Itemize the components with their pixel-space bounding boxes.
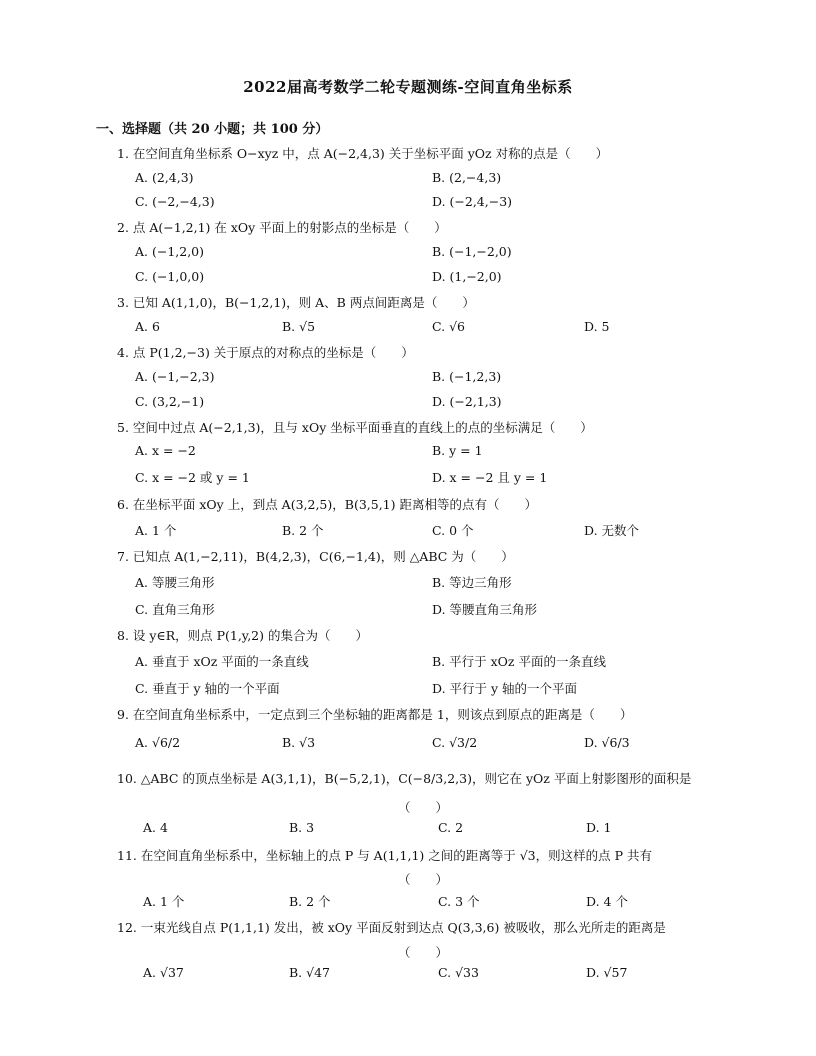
question-12-option-c: C. √33	[438, 965, 479, 980]
question-5-option-a: A. x = −2	[135, 443, 196, 458]
question-7-option-a: A. 等腰三角形	[135, 575, 215, 590]
question-11-stem: 11. 在空间直角坐标系中，坐标轴上的点 P 与 A(1,1,1) 之间的距离等于 √3，则这样的点 P 共有	[117, 848, 652, 863]
question-12-option-b: B. √47	[289, 965, 331, 980]
question-9-option-c: C. √3/2	[432, 735, 478, 750]
question-11-option-b: B. 2 个	[289, 894, 331, 909]
question-12-option-d: D. √57	[586, 965, 628, 980]
question-1-stem: 1. 在空间直角坐标系 O−xyz 中，点 A(−2,4,3) 关于坐标平面 yOz 对称的点是（ ）	[117, 146, 609, 161]
question-2-option-d: D. (1,−2,0)	[432, 269, 502, 284]
question-1-option-c: C. (−2,−4,3)	[135, 194, 215, 209]
question-2-option-b: B. (−1,−2,0)	[432, 244, 512, 259]
question-10-option-b: B. 3	[289, 820, 315, 835]
question-9-option-a: A. √6/2	[135, 735, 181, 750]
question-5-option-c: C. x = −2 或 y = 1	[135, 470, 250, 485]
question-12-option-a: A. √37	[143, 965, 184, 980]
question-9-stem: 9. 在空间直角坐标系中，一定点到三个坐标轴的距离都是 1，则该点到原点的距离是（ ）	[117, 707, 633, 722]
question-10-option-c: C. 2	[438, 820, 464, 835]
question-6-stem: 6. 在坐标平面 xOy 上，到点 A(3,2,5)，B(3,5,1) 距离相等的点有（ ）	[117, 497, 537, 512]
question-1-option-b: B. (2,−4,3)	[432, 170, 502, 185]
question-3-option-d: D. 5	[584, 319, 610, 334]
question-5-stem: 5. 空间中过点 A(−2,1,3)，且与 xOy 坐标平面垂直的直线上的点的坐标满足（ ）	[117, 420, 593, 435]
question-3-option-a: A. 6	[135, 319, 160, 334]
question-2-option-c: C. (−1,0,0)	[135, 269, 205, 284]
question-6-option-b: B. 2 个	[282, 523, 324, 538]
question-3-option-c: C. √6	[432, 319, 465, 334]
question-6-option-d: D. 无数个	[584, 523, 640, 538]
question-11-option-d: D. 4 个	[586, 894, 628, 909]
document-title: 2022届高考数学二轮专题测练-空间直角坐标系	[243, 78, 573, 96]
question-4-option-b: B. (−1,2,3)	[432, 369, 502, 384]
question-4-option-c: C. (3,2,−1)	[135, 394, 205, 409]
question-8-option-c: C. 垂直于 y 轴的一个平面	[135, 681, 280, 696]
question-5-option-d: D. x = −2 且 y = 1	[432, 470, 548, 485]
question-8-option-d: D. 平行于 y 轴的一个平面	[432, 681, 578, 696]
question-11-answer-blank: （ ）	[398, 872, 449, 887]
question-10-stem: 10. △ABC 的顶点坐标是 A(3,1,1)，B(−5,2,1)，C(−8/3,2,3)，则它在 yOz 平面上射影图形的面积是	[117, 771, 692, 786]
question-8-option-a: A. 垂直于 xOz 平面的一条直线	[135, 654, 309, 669]
question-3-stem: 3. 已知 A(1,1,0)，B(−1,2,1)，则 A、B 两点间距离是（ ）	[117, 295, 475, 310]
question-2-stem: 2. 点 A(−1,2,1) 在 xOy 平面上的射影点的坐标是（ ）	[117, 220, 447, 235]
question-7-option-c: C. 直角三角形	[135, 602, 215, 617]
question-10-option-a: A. 4	[143, 820, 168, 835]
section-heading: 一、选择题（共 20 小题；共 100 分）	[96, 122, 329, 137]
question-10-answer-blank: （ ）	[398, 800, 449, 815]
question-6-option-c: C. 0 个	[432, 523, 474, 538]
question-3-option-b: B. √5	[282, 319, 316, 334]
question-4-option-d: D. (−2,1,3)	[432, 394, 502, 409]
question-4-option-a: A. (−1,−2,3)	[135, 369, 215, 384]
question-4-stem: 4. 点 P(1,2,−3) 关于原点的对称点的坐标是（ ）	[117, 345, 414, 360]
question-11-option-a: A. 1 个	[143, 894, 185, 909]
question-8-stem: 8. 设 y∈R，则点 P(1,y,2) 的集合为（ ）	[117, 628, 368, 643]
question-9-option-b: B. √3	[282, 735, 316, 750]
question-6-option-a: A. 1 个	[135, 523, 177, 538]
question-7-option-b: B. 等边三角形	[432, 575, 512, 590]
question-10-option-d: D. 1	[586, 820, 612, 835]
question-2-option-a: A. (−1,2,0)	[135, 244, 205, 259]
question-1-option-d: D. (−2,4,−3)	[432, 194, 513, 209]
question-5-option-b: B. y = 1	[432, 443, 483, 458]
question-1-option-a: A. (2,4,3)	[135, 170, 194, 185]
question-12-stem: 12. 一束光线自点 P(1,1,1) 发出，被 xOy 平面反射到达点 Q(3,3,6) 被吸收，那么光所走的距离是	[117, 920, 666, 935]
question-8-option-b: B. 平行于 xOz 平面的一条直线	[432, 654, 606, 669]
question-7-option-d: D. 等腰直角三角形	[432, 602, 538, 617]
question-7-stem: 7. 已知点 A(1,−2,11)，B(4,2,3)，C(6,−1,4)，则 △ABC 为（ ）	[117, 549, 514, 564]
question-9-option-d: D. √6/3	[584, 735, 630, 750]
question-11-option-c: C. 3 个	[438, 894, 480, 909]
question-12-answer-blank: （ ）	[398, 945, 449, 960]
